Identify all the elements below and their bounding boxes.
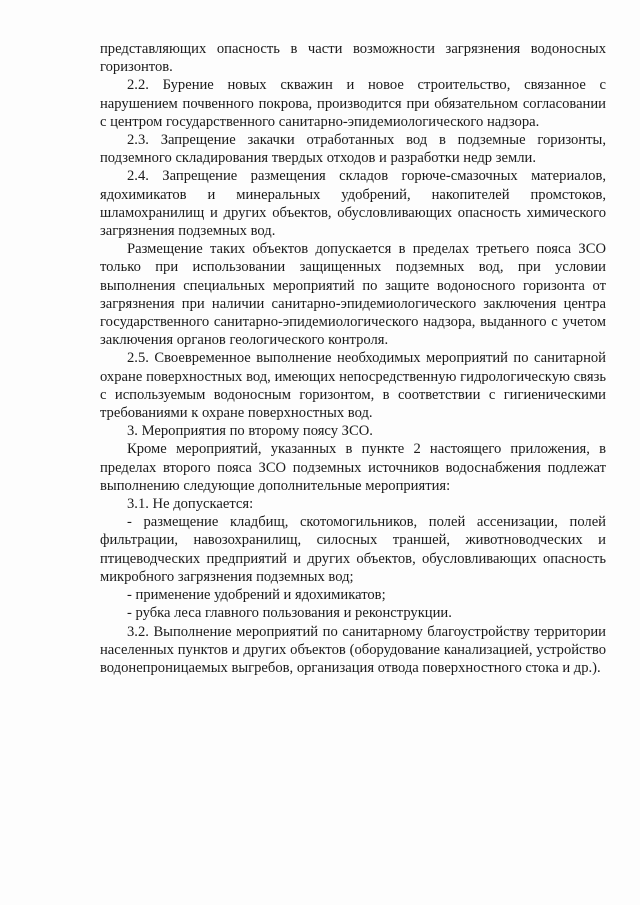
section-3-heading: 3. Мероприятия по второму поясу ЗСО. [127,423,373,440]
paragraph-2-4: 2.4. Запрещение размещения складов горюче-смазочных материалов, ядохимикатов и минеральных удобрений, накопителей промстоков, шламохранилищ и других объектов, обусловливающих опасность химического загрязнения подземных вод. [100,168,606,240]
paragraph-3-2: 3.2. Выполнение мероприятий по санитарному благоустройству территории населенных пунктов и других объектов (оборудование канализацией, устройство водонепроницаемых выгребов, организация отвода поверхностного стока и др.). [100,623,606,676]
paragraph-continuation: представляющих опасность в части возможности загрязнения водоносных горизонтов. [100,41,606,76]
paragraph-2-3: 2.3. Запрещение закачки отработанных вод в подземные горизонты, подземного складирования твердых отходов и разработки недр земли. [100,132,606,167]
list-item-fertilizers: - применение удобрений и ядохимикатов; [127,587,386,604]
list-item-placement: - размещение кладбищ, скотомогильников, полей ассенизации, полей фильтрации, навозохранилищ, силосных траншей, животноводческих и птицеводческих предприятий и других объектов, обусловливающих опасность микробного загрязнения подземных вод; [100,514,606,585]
paragraph-section-3-intro: Кроме мероприятий, указанных в пункте 2 настоящего приложения, в пределах второго пояса ЗСО подземных источников водоснабжения подлежат выполнению следующие дополнительные мероприятия: [100,441,606,494]
document-body [100,40,606,677]
paragraph-3-1: 3.1. Не допускается: [127,496,254,513]
paragraph-2-5: 2.5. Своевременное выполнение необходимых мероприятий по санитарной охране поверхностных вод, имеющих непосредственную гидрологическую связь с используемым водоносным горизонтом, в соответствии с гигиеническими требованиями к охране поверхностных вод. [100,350,606,422]
paragraph-placement: Размещение таких объектов допускается в пределах третьего пояса ЗСО только при использовании защищенных подземных вод, при условии выполнения специальных мероприятий по защите водоносного горизонта от загрязнения при наличии санитарно-эпидемиологического заключения центра государственного санитарно-эпидемиологического надзора, выданного с учетом заключения органов геологического контроля. [100,241,606,349]
list-item-logging: - рубка леса главного пользования и реконструкции. [127,605,452,622]
paragraph-2-2: 2.2. Бурение новых скважин и новое строительство, связанное с нарушением почвенного покрова, производится при обязательном согласовании с центром государственного санитарно-эпидемиологического надзора. [100,77,606,130]
